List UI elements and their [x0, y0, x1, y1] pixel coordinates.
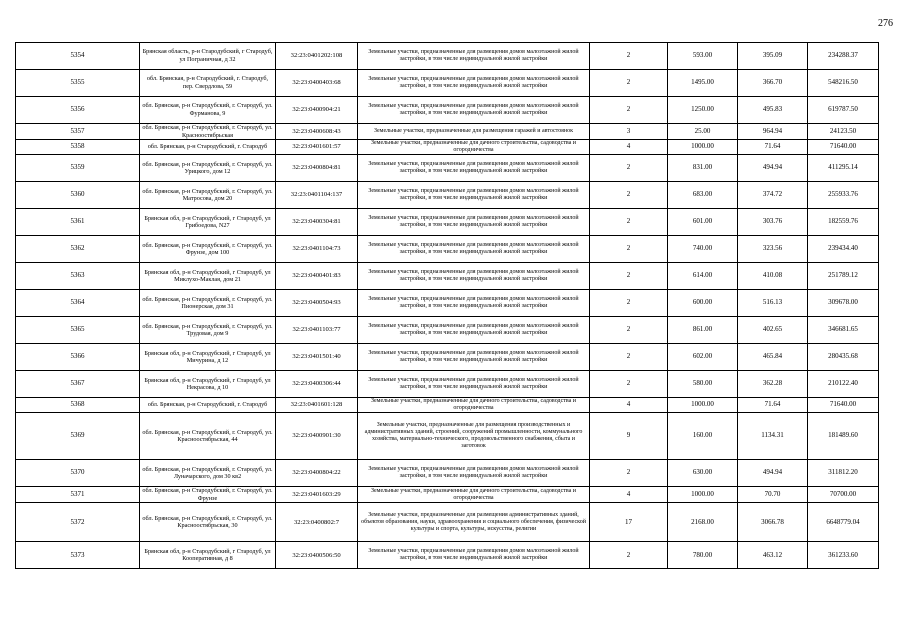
specific-value-cell: 3066.78	[738, 503, 808, 542]
table-row	[16, 344, 879, 371]
table-row	[16, 503, 879, 542]
row-number-cell: 5370	[16, 460, 140, 487]
address-cell: обл. Брянская, р-н Стародубский, г. Стародуб, ул. Фрунзе, дом 100	[140, 236, 276, 263]
land-use-cell: Земельные участки, предназначенные для размещения домов малоэтажной жилой застройки, в том числе индивидуальной жилой застройки	[358, 317, 590, 344]
cadastral-number-cell: 32:23:0400504:93	[276, 290, 358, 317]
table-row	[16, 398, 879, 413]
cadastral-value-cell: 181489.60	[808, 413, 879, 460]
cadastral-value-cell: 239434.40	[808, 236, 879, 263]
land-use-cell: Земельные участки, предназначенные для размещения домов малоэтажной жилой застройки, в том числе индивидуальной жилой застройки	[358, 263, 590, 290]
land-use-cell: Земельные участки, предназначенные для дачного строительства, садоводства и огородничества	[358, 140, 590, 155]
address-cell: Брянская обл, р-н Стародубский, г Стародуб, ул Кооперативная, д 8	[140, 542, 276, 569]
specific-value-cell: 70.70	[738, 487, 808, 503]
cadastral-value-cell: 251789.12	[808, 263, 879, 290]
cadastral-value-cell: 309678.00	[808, 290, 879, 317]
area-cell: 601.00	[668, 209, 738, 236]
row-number-cell: 5358	[16, 140, 140, 155]
table-row	[16, 182, 879, 209]
cadastral-number-cell: 32:23:0400804:81	[276, 155, 358, 182]
cadastral-number-cell: 32:23:0401603:29	[276, 487, 358, 503]
row-number-cell: 5359	[16, 155, 140, 182]
address-cell: обл. Брянская, р-н Стародубский, г. Стародуб, ул. Матросова, дом 20	[140, 182, 276, 209]
area-cell: 831.00	[668, 155, 738, 182]
cadastral-value-cell: 71640.00	[808, 140, 879, 155]
cadastral-number-cell: 32:23:0401601:128	[276, 398, 358, 413]
table-row	[16, 97, 879, 124]
specific-value-cell: 495.83	[738, 97, 808, 124]
area-cell: 580.00	[668, 371, 738, 398]
area-cell: 614.00	[668, 263, 738, 290]
table-row	[16, 236, 879, 263]
cadastral-number-cell: 32:23:0401501:40	[276, 344, 358, 371]
land-use-cell: Земельные участки, предназначенные для дачного строительства, садоводства и огородничества	[358, 398, 590, 413]
address-cell: обл. Брянская, р-н Стародубский, г. Стародуб, ул. Фурманова, 9	[140, 97, 276, 124]
group-number-cell: 2	[590, 263, 668, 290]
group-number-cell: 17	[590, 503, 668, 542]
specific-value-cell: 465.84	[738, 344, 808, 371]
address-cell: обл. Брянская, р-н Стародубский, г. Стародуб, ул. Красноостябрьская, 44	[140, 413, 276, 460]
land-use-cell: Земельные участки, предназначенные для размещения производственных и административных зданий, строений, сооружений промышленности, коммунального хозяйства, материально-технического, продовольственного снабжения, сбыта и заготовок	[358, 413, 590, 460]
land-use-cell: Земельные участки, предназначенные для размещения домов малоэтажной жилой застройки, в том числе индивидуальной жилой застройки	[358, 344, 590, 371]
cadastral-value-cell: 24123.50	[808, 124, 879, 140]
specific-value-cell: 362.28	[738, 371, 808, 398]
land-use-cell: Земельные участки, предназначенные для размещения домов малоэтажной жилой застройки, в том числе индивидуальной жилой застройки	[358, 43, 590, 70]
address-cell: обл. Брянская, р-н Стародубский, г. Стародуб, ул. Трудовая, дом 9	[140, 317, 276, 344]
table-row	[16, 460, 879, 487]
area-cell: 740.00	[668, 236, 738, 263]
group-number-cell: 9	[590, 413, 668, 460]
group-number-cell: 2	[590, 182, 668, 209]
cadastral-value-cell: 411295.14	[808, 155, 879, 182]
cadastral-number-cell: 32:23:0400802:7	[276, 503, 358, 542]
address-cell: обл. Брянская, р-н Стародубский, г. Стародуб, ул. Фрунзе	[140, 487, 276, 503]
specific-value-cell: 395.09	[738, 43, 808, 70]
table-row	[16, 542, 879, 569]
area-cell: 1000.00	[668, 487, 738, 503]
land-use-cell: Земельные участки, предназначенные для размещения административных зданий, объектов образования, науки, здравоохранения и социального обеспечения, физической культуры и спорта, культуры, искусства, религии	[358, 503, 590, 542]
address-cell: обл. Брянская, р-н Стародубский, г. Стародуб	[140, 398, 276, 413]
table-row	[16, 290, 879, 317]
cadastral-value-cell: 280435.68	[808, 344, 879, 371]
specific-value-cell: 71.64	[738, 140, 808, 155]
specific-value-cell: 410.08	[738, 263, 808, 290]
cadastral-number-cell: 32:23:0401104:73	[276, 236, 358, 263]
address-cell: обл. Брянская, р-н Стародубский, г. Стародуб, ул. Пионерская, дом 31	[140, 290, 276, 317]
cadastral-value-cell: 210122.40	[808, 371, 879, 398]
land-use-cell: Земельные участки, предназначенные для размещения домов малоэтажной жилой застройки, в том числе индивидуальной жилой застройки	[358, 209, 590, 236]
row-number-cell: 5366	[16, 344, 140, 371]
group-number-cell: 2	[590, 43, 668, 70]
cadastral-value-cell: 255933.76	[808, 182, 879, 209]
cadastral-value-cell: 346681.65	[808, 317, 879, 344]
table-row	[16, 317, 879, 344]
specific-value-cell: 374.72	[738, 182, 808, 209]
row-number-cell: 5354	[16, 43, 140, 70]
cadastral-number-cell: 32:23:0400901:30	[276, 413, 358, 460]
table-row	[16, 371, 879, 398]
table-row	[16, 43, 879, 70]
cadastral-number-cell: 32:23:0400403:68	[276, 70, 358, 97]
row-number-cell: 5364	[16, 290, 140, 317]
group-number-cell: 2	[590, 371, 668, 398]
area-cell: 602.00	[668, 344, 738, 371]
group-number-cell: 4	[590, 487, 668, 503]
address-cell: обл. Брянская, р-н Стародубский, г. Стародуб, ул. Красноостябрьская, 30	[140, 503, 276, 542]
address-cell: Брянская обл, р-н Стародубский, г Стародуб, ул Миклухо-Маклая, дом 21	[140, 263, 276, 290]
area-cell: 593.00	[668, 43, 738, 70]
cadastral-value-cell: 548216.50	[808, 70, 879, 97]
table-row	[16, 209, 879, 236]
group-number-cell: 2	[590, 155, 668, 182]
specific-value-cell: 71.64	[738, 398, 808, 413]
land-use-cell: Земельные участки, предназначенные для размещения домов малоэтажной жилой застройки, в том числе индивидуальной жилой застройки	[358, 542, 590, 569]
group-number-cell: 2	[590, 542, 668, 569]
cadastral-number-cell: 32:23:0400904:21	[276, 97, 358, 124]
table-row	[16, 487, 879, 503]
cadastral-value-cell: 182559.76	[808, 209, 879, 236]
area-cell: 25.00	[668, 124, 738, 140]
row-number-cell: 5361	[16, 209, 140, 236]
cadastral-number-cell: 32:23:0400306:44	[276, 371, 358, 398]
row-number-cell: 5369	[16, 413, 140, 460]
table-row	[16, 124, 879, 140]
address-cell: Брянская область, р-н Стародубский, г Стародуб, ул Пограничная, д 32	[140, 43, 276, 70]
group-number-cell: 2	[590, 97, 668, 124]
area-cell: 2168.00	[668, 503, 738, 542]
row-number-cell: 5371	[16, 487, 140, 503]
cadastral-number-cell: 32:23:0401103:77	[276, 317, 358, 344]
specific-value-cell: 323.56	[738, 236, 808, 263]
area-cell: 600.00	[668, 290, 738, 317]
area-cell: 1250.00	[668, 97, 738, 124]
land-use-cell: Земельные участки, предназначенные для размещения домов малоэтажной жилой застройки, в том числе индивидуальной жилой застройки	[358, 371, 590, 398]
area-cell: 1000.00	[668, 140, 738, 155]
group-number-cell: 2	[590, 236, 668, 263]
specific-value-cell: 494.94	[738, 155, 808, 182]
specific-value-cell: 366.70	[738, 70, 808, 97]
row-number-cell: 5363	[16, 263, 140, 290]
cadastral-number-cell: 32:23:0400506:50	[276, 542, 358, 569]
table-row	[16, 263, 879, 290]
cadastral-number-cell: 32:23:0401202:108	[276, 43, 358, 70]
row-number-cell: 5365	[16, 317, 140, 344]
group-number-cell: 2	[590, 460, 668, 487]
cadastral-number-cell: 32:23:0401601:57	[276, 140, 358, 155]
cadastral-value-cell: 70700.00	[808, 487, 879, 503]
cadastral-number-cell: 32:23:0401104:137	[276, 182, 358, 209]
group-number-cell: 2	[590, 290, 668, 317]
area-cell: 780.00	[668, 542, 738, 569]
row-number-cell: 5355	[16, 70, 140, 97]
area-cell: 630.00	[668, 460, 738, 487]
cadastral-number-cell: 32:23:0400608:43	[276, 124, 358, 140]
row-number-cell: 5356	[16, 97, 140, 124]
table-row	[16, 413, 879, 460]
land-use-cell: Земельные участки, предназначенные для размещения домов малоэтажной жилой застройки, в том числе индивидуальной жилой застройки	[358, 70, 590, 97]
group-number-cell: 4	[590, 398, 668, 413]
address-cell: Брянская обл, р-н Стародубский, г Стародуб, ул Грибоедова, N27	[140, 209, 276, 236]
specific-value-cell: 516.13	[738, 290, 808, 317]
land-use-cell: Земельные участки, предназначенные для размещения домов малоэтажной жилой застройки, в том числе индивидуальной жилой застройки	[358, 182, 590, 209]
area-cell: 683.00	[668, 182, 738, 209]
cadastral-number-cell: 32:23:0400804:22	[276, 460, 358, 487]
specific-value-cell: 964.94	[738, 124, 808, 140]
area-cell: 861.00	[668, 317, 738, 344]
row-number-cell: 5357	[16, 124, 140, 140]
specific-value-cell: 1134.31	[738, 413, 808, 460]
area-cell: 1495.00	[668, 70, 738, 97]
row-number-cell: 5367	[16, 371, 140, 398]
land-use-cell: Земельные участки, предназначенные для дачного строительства, садоводства и огородничества	[358, 487, 590, 503]
land-use-cell: Земельные участки, предназначенные для размещения домов малоэтажной жилой застройки, в том числе индивидуальной жилой застройки	[358, 290, 590, 317]
land-use-cell: Земельные участки, предназначенные для размещения гаражей и автостоянок	[358, 124, 590, 140]
table-row	[16, 140, 879, 155]
specific-value-cell: 494.94	[738, 460, 808, 487]
cadastral-value-cell: 361233.60	[808, 542, 879, 569]
address-cell: обл. Брянская, р-н Стародубский, г. Стародуб, пер. Свердлова, 59	[140, 70, 276, 97]
cadastral-value-cell: 619787.50	[808, 97, 879, 124]
group-number-cell: 2	[590, 344, 668, 371]
address-cell: обл. Брянская, р-н Стародубский, г. Стародуб, ул. Луначарского, дом 30 кв2	[140, 460, 276, 487]
table-row	[16, 155, 879, 182]
address-cell: обл. Брянская, р-н Стародубский, г. Стародуб	[140, 140, 276, 155]
table-body	[16, 43, 879, 569]
row-number-cell: 5362	[16, 236, 140, 263]
table-row	[16, 70, 879, 97]
land-use-cell: Земельные участки, предназначенные для размещения домов малоэтажной жилой застройки, в том числе индивидуальной жилой застройки	[358, 97, 590, 124]
cadastral-number-cell: 32:23:0400401:83	[276, 263, 358, 290]
cadastral-value-table	[15, 42, 879, 569]
group-number-cell: 4	[590, 140, 668, 155]
cadastral-value-cell: 71640.00	[808, 398, 879, 413]
row-number-cell: 5373	[16, 542, 140, 569]
group-number-cell: 2	[590, 70, 668, 97]
area-cell: 160.00	[668, 413, 738, 460]
cadastral-number-cell: 32:23:0400304:81	[276, 209, 358, 236]
land-use-cell: Земельные участки, предназначенные для размещения домов малоэтажной жилой застройки, в том числе индивидуальной жилой застройки	[358, 155, 590, 182]
row-number-cell: 5368	[16, 398, 140, 413]
area-cell: 1000.00	[668, 398, 738, 413]
address-cell: обл. Брянская, р-н Стародубский, г. Стародуб, ул. Урицкого, дом 12	[140, 155, 276, 182]
land-use-cell: Земельные участки, предназначенные для размещения домов малоэтажной жилой застройки, в том числе индивидуальной жилой застройки	[358, 460, 590, 487]
row-number-cell: 5360	[16, 182, 140, 209]
specific-value-cell: 402.65	[738, 317, 808, 344]
land-use-cell: Земельные участки, предназначенные для размещения домов малоэтажной жилой застройки, в том числе индивидуальной жилой застройки	[358, 236, 590, 263]
specific-value-cell: 303.76	[738, 209, 808, 236]
page-number: 276	[878, 18, 893, 29]
cadastral-value-cell: 311812.20	[808, 460, 879, 487]
cadastral-value-cell: 6648779.04	[808, 503, 879, 542]
specific-value-cell: 463.12	[738, 542, 808, 569]
cadastral-value-cell: 234288.37	[808, 43, 879, 70]
address-cell: Брянская обл, р-н Стародубский, г Стародуб, ул Некрасова, д 10	[140, 371, 276, 398]
group-number-cell: 3	[590, 124, 668, 140]
address-cell: обл. Брянская, р-н Стародубский, г. Стародуб, ул. Красноостябрьская	[140, 124, 276, 140]
address-cell: Брянская обл, р-н Стародубский, г Стародуб, ул Мичурина, д 12	[140, 344, 276, 371]
group-number-cell: 2	[590, 317, 668, 344]
group-number-cell: 2	[590, 209, 668, 236]
row-number-cell: 5372	[16, 503, 140, 542]
